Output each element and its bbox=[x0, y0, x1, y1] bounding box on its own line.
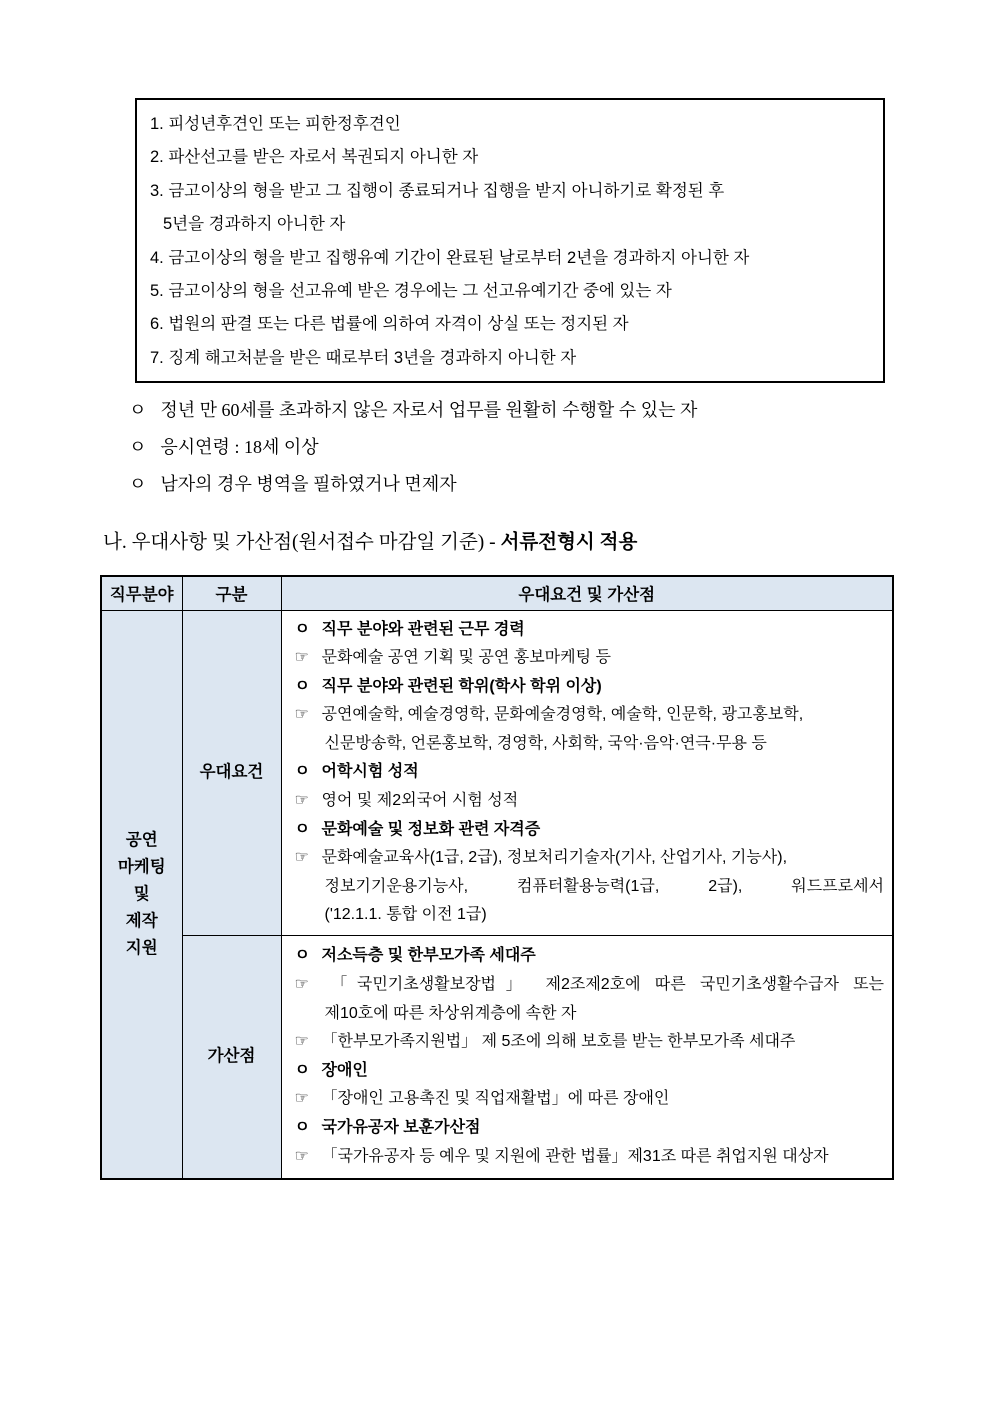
header-cell-category: 구분 bbox=[182, 576, 281, 610]
line-text: 「한부모가족지원법」 제 5조에 의해 보호를 받는 한부모가족 세대주 bbox=[321, 1033, 796, 1051]
circle-bullet-marker: ㅇ bbox=[294, 1118, 310, 1136]
line-text: 문화예술교육사(1급, 2급), 정보처리기술자(기사, 산업기사, 기능사), bbox=[321, 849, 788, 867]
box-line: 1. 피성년후견인 또는 피한정후견인 bbox=[150, 115, 401, 133]
line-text: 문화예술 및 정보화 관련 자격증 bbox=[321, 820, 541, 838]
box-line: 3. 금고이상의 형을 받고 그 집행이 종료되거나 집행을 받지 아니하기로 확정된 후 bbox=[150, 181, 725, 200]
pointing-hand-marker: ☞ bbox=[294, 976, 309, 993]
bullet-text: 남자의 경우 병역을 필하였거나 면제자 bbox=[160, 473, 457, 494]
circle-bullet-marker: ㅇ bbox=[129, 436, 147, 457]
table-row-bonus bbox=[101, 936, 893, 1179]
line-text: 장애인 bbox=[321, 1061, 368, 1079]
line-text: 「국민기초생활보장법」 제2조제2호에 따른 국민기초생활수급자 또는 bbox=[321, 976, 884, 993]
header-cell-detail: 우대요건 및 가산점 bbox=[281, 576, 893, 610]
circle-bullet-marker: ㅇ bbox=[294, 677, 310, 695]
disqualification-box bbox=[135, 98, 885, 383]
table-line bbox=[295, 873, 885, 902]
section-heading bbox=[103, 526, 637, 554]
circle-bullet-marker: ㅇ bbox=[129, 400, 147, 420]
table-line bbox=[295, 787, 885, 816]
circle-bullet-marker: ㅇ bbox=[294, 1061, 310, 1079]
table-row-preference bbox=[101, 610, 893, 936]
bullet-text: 응시연령 : 18세 이상 bbox=[160, 436, 319, 457]
bullet-text: 정년 만 60세를 초과하지 않은 자로서 업무를 원활히 수행할 수 있는 자 bbox=[160, 400, 698, 420]
table-line bbox=[295, 730, 885, 759]
line-text: 어학시험 성적 bbox=[321, 763, 419, 781]
line-text: 국가유공자 보훈가산점 bbox=[321, 1118, 481, 1136]
box-line: 4. 금고이상의 형을 받고 집행유예 기간이 완료된 날로부터 2년을 경과하지 아니한 자 bbox=[150, 248, 750, 267]
table-line bbox=[295, 673, 885, 702]
circle-bullet-marker: ㅇ bbox=[294, 620, 310, 638]
box-line: 7. 징계 해고처분을 받은 때로부터 3년을 경과하지 아니한 자 bbox=[150, 348, 577, 367]
table-line bbox=[295, 644, 885, 673]
line-text: 문화예술 공연 기획 및 공연 홍보마케팅 등 bbox=[321, 649, 611, 667]
pointing-hand-marker: ☞ bbox=[294, 706, 309, 724]
bullet-line bbox=[129, 429, 697, 466]
job-field-cell bbox=[101, 610, 182, 1179]
table-line bbox=[295, 616, 885, 645]
pointing-hand-marker: ☞ bbox=[294, 849, 309, 867]
table-header-row bbox=[101, 576, 893, 610]
job-field-line: 및 bbox=[133, 884, 150, 903]
line-text: 신문방송학, 언론홍보학, 경영학, 사회학, 국악·음악·연극·무용 등 bbox=[324, 734, 767, 752]
header-cell-job-field: 직무분야 bbox=[101, 576, 182, 610]
table-line bbox=[295, 1028, 885, 1057]
line-text: 영어 및 제2외국어 시험 성적 bbox=[321, 792, 519, 810]
table-line bbox=[295, 816, 885, 845]
table-line bbox=[295, 701, 885, 730]
category-cell-bonus: 가산점 bbox=[182, 936, 281, 1179]
pointing-hand-marker: ☞ bbox=[294, 1033, 309, 1051]
table-line bbox=[295, 1085, 885, 1114]
table-line bbox=[295, 901, 885, 930]
line-text: 직무 분야와 관련된 학위(학사 학위 이상) bbox=[321, 677, 602, 695]
pointing-hand-marker: ☞ bbox=[294, 1147, 309, 1165]
job-field-line: 마케팅 bbox=[117, 857, 166, 876]
line-text: 직무 분야와 관련된 근무 경력 bbox=[321, 620, 525, 638]
circle-bullet-marker: ㅇ bbox=[294, 763, 310, 781]
pointing-hand-marker: ☞ bbox=[294, 649, 309, 667]
heading-text: 나. 우대사항 및 가산점(원서접수 마감일 기준) - bbox=[103, 532, 501, 553]
preference-table bbox=[100, 575, 894, 1180]
box-line: 2. 파산선고를 받은 자로서 복권되지 아니한 자 bbox=[150, 148, 479, 167]
table-line bbox=[295, 758, 885, 787]
category-cell-preference: 우대요건 bbox=[182, 610, 281, 936]
pointing-hand-marker: ☞ bbox=[294, 792, 309, 810]
table-line bbox=[295, 1143, 885, 1172]
job-field-line: 공연 bbox=[125, 830, 158, 849]
table-line bbox=[295, 942, 885, 971]
line-text: 「장애인 고용촉진 및 직업재활법」에 따른 장애인 bbox=[321, 1090, 670, 1108]
pointing-hand-marker: ☞ bbox=[294, 1090, 309, 1108]
table-line bbox=[295, 1000, 885, 1029]
detail-cell-preference bbox=[281, 610, 893, 936]
line-text: 「국가유공자 등 예우 및 지원에 관한 법률」제31조 따른 취업지원 대상자 bbox=[321, 1147, 829, 1165]
table-line bbox=[295, 971, 885, 1000]
table-line bbox=[295, 844, 885, 873]
circle-bullet-marker: ㅇ bbox=[294, 820, 310, 838]
job-field-line: 지원 bbox=[125, 938, 158, 957]
job-field-line: 제작 bbox=[125, 911, 158, 930]
heading-emphasis: 서류전형시 적용 bbox=[500, 532, 638, 553]
line-text: 공연예술학, 예술경영학, 문화예술경영학, 예술학, 인문학, 광고홍보학, bbox=[321, 706, 804, 724]
line-text: 제10호에 따른 차상위계층에 속한 자 bbox=[324, 1004, 577, 1022]
bullet-line bbox=[129, 392, 697, 429]
detail-cell-bonus bbox=[281, 936, 893, 1179]
eligibility-list bbox=[129, 392, 697, 502]
box-line: 5년을 경과하지 아니한 자 bbox=[163, 215, 346, 234]
line-text: ('12.1.1. 통합 이전 1급) bbox=[324, 906, 487, 924]
table-line bbox=[295, 1057, 885, 1086]
circle-bullet-marker: ㅇ bbox=[129, 473, 147, 494]
line-text: 저소득층 및 한부모가족 세대주 bbox=[321, 947, 536, 965]
table-line bbox=[295, 1114, 885, 1143]
line-text: 정보기기운용기능사, 컴퓨터활용능력(1급, 2급), 워드프로세서 bbox=[324, 877, 884, 895]
box-line: 5. 금고이상의 형을 선고유예 받은 경우에는 그 선고유예기간 중에 있는 자 bbox=[150, 282, 672, 301]
circle-bullet-marker: ㅇ bbox=[294, 947, 310, 965]
box-line: 6. 법원의 판결 또는 다른 법률에 의하여 자격이 상실 또는 정지된 자 bbox=[150, 315, 629, 334]
bullet-line bbox=[129, 466, 697, 503]
